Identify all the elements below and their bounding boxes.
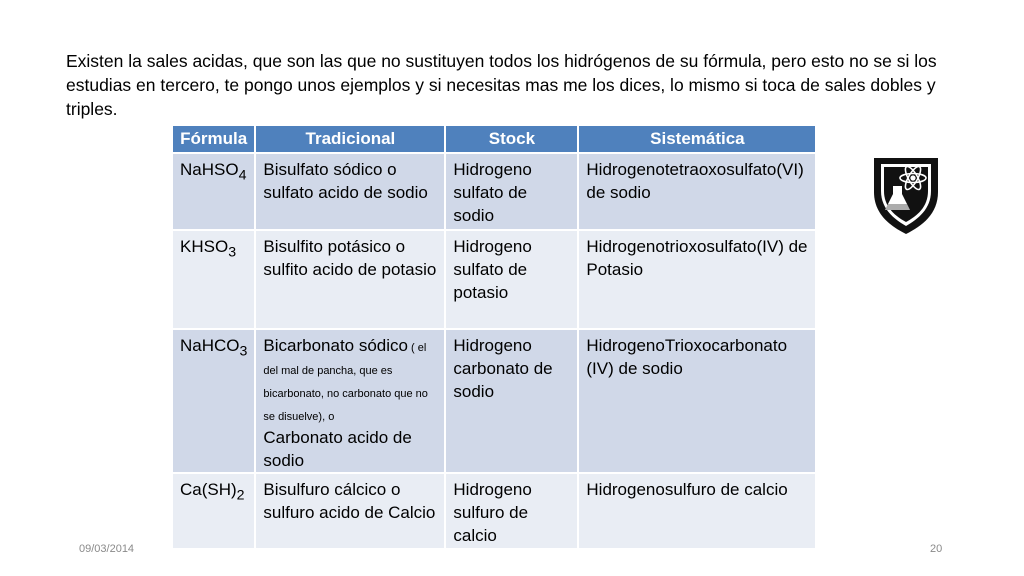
page-number: 20 [930,543,943,555]
tradicional-cell [256,330,444,472]
tradicional-note: ( el del mal de pancha, que es bicarbonato, no carbonato que no se disuelve), o [263,342,428,423]
salts-table [171,124,817,550]
header-formula: Fórmula [173,126,254,152]
sistematica-cell: Hidrogenotrioxosulfato(IV) de Potasio [579,231,815,328]
stock-cell: Hidrogeno carbonato de sodio [446,330,577,472]
sistematica-cell: Hidrogenosulfuro de calcio [579,474,815,548]
formula-text: NaHSO [180,160,239,179]
header-sistematica: Sistemática [579,126,815,152]
formula-text: KHSO [180,237,229,256]
table-row [173,154,815,229]
table-row [173,231,815,328]
sistematica-cell: Hidrogenotetraoxosulfato(VI) de sodio [579,154,815,229]
header-stock: Stock [446,126,577,152]
stock-cell: Hidrogeno sulfato de potasio [446,231,577,328]
tradicional-cell: Bisulfato sódico o sulfato acido de sodio [256,154,444,229]
table-row [173,330,815,472]
formula-cell [173,154,254,229]
header-tradicional: Tradicional [256,126,444,152]
formula-cell [173,474,254,548]
footer-date: 09/03/2014 [79,543,135,555]
formula-subscript: 3 [228,244,237,261]
stock-cell: Hidrogeno sulfato de sodio [446,154,577,229]
tradicional-cell: Bisulfito potásico o sulfito acido de potasio [256,231,444,328]
chemistry-shield-icon [872,156,940,236]
tradicional-cell: Bisulfuro cálcico o sulfuro acido de Calcio [256,474,444,548]
formula-text: Ca(SH) [180,480,237,499]
table-row [173,474,815,548]
formula-text: NaHCO [180,336,240,355]
formula-cell [173,231,254,328]
sistematica-cell: HidrogenoTrioxocarbonato (IV) de sodio [579,330,815,472]
intro-paragraph: Existen la sales acidas, que son las que no sustituyen todos los hidrógenos de su fórmula, pero esto no se si los estudias en tercero, te pongo unos ejemplos y si necesitas mas me los dices, lo mismo si toca de sales dobles y triples. [66,51,937,119]
tradicional-end: Carbonato acido de sodio [263,428,412,470]
formula-subscript: 2 [236,487,245,504]
formula-subscript: 3 [239,343,248,360]
table-header-row [173,126,815,152]
stock-cell: Hidrogeno sulfuro de calcio [446,474,577,548]
tradicional-main: Bicarbonato sódico [263,336,408,355]
formula-cell [173,330,254,472]
formula-subscript: 4 [238,167,247,184]
